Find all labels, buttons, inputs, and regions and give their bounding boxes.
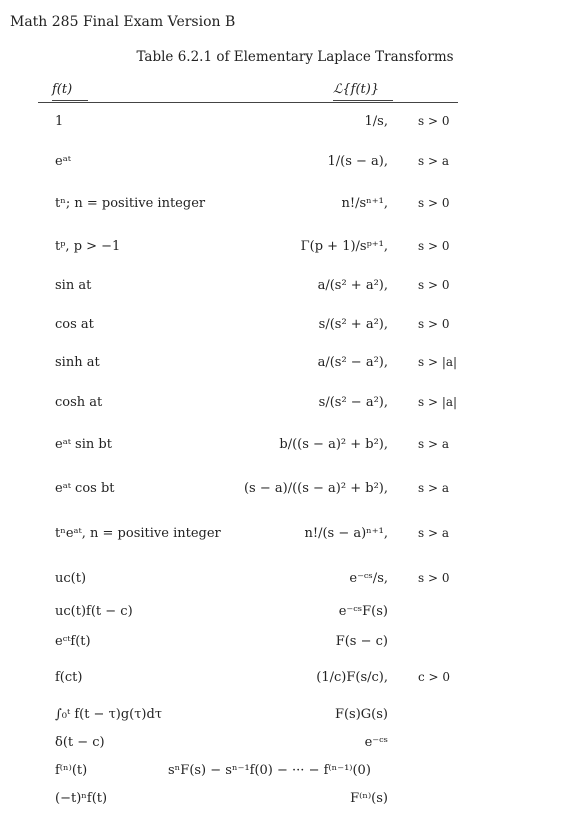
column-underline-laplace xyxy=(333,100,393,101)
table-row xyxy=(0,670,580,689)
condition-cell: s > 0 xyxy=(418,278,450,292)
condition-cell: s > 0 xyxy=(418,114,450,128)
function-cell: ∫₀ᵗ f(t − τ)g(τ)dτ xyxy=(55,707,163,722)
transform-cell: e⁻ᶜˢ/s, xyxy=(349,571,388,586)
condition-cell: s > 0 xyxy=(418,571,450,585)
transform-cell: (s − a)/((s − a)² + b²), xyxy=(243,481,388,496)
condition-cell: s > |a| xyxy=(418,355,458,369)
function-cell: f(ct) xyxy=(55,670,83,685)
transform-cell: a/(s² + a²), xyxy=(317,278,388,293)
transform-cell: (1/c)F(s/c), xyxy=(316,670,388,685)
condition-cell: s > a xyxy=(418,437,449,451)
transform-cell: s/(s² + a²), xyxy=(318,317,388,332)
transform-cell: Γ(p + 1)/sᵖ⁺¹, xyxy=(300,239,388,254)
column-header-f: f(t) xyxy=(52,82,73,97)
transform-cell: n!/sⁿ⁺¹, xyxy=(341,196,388,211)
table-row xyxy=(0,154,580,173)
condition-cell: s > a xyxy=(418,154,449,168)
condition-cell: s > 0 xyxy=(418,239,450,253)
function-cell: eᵃᵗ sin bt xyxy=(55,437,112,452)
transform-cell: e⁻ᶜˢF(s) xyxy=(338,604,388,619)
function-cell: (−t)ⁿf(t) xyxy=(55,791,108,806)
condition-cell: c > 0 xyxy=(418,670,451,684)
table-row xyxy=(0,355,580,374)
function-cell: eᵃᵗ cos bt xyxy=(55,481,115,496)
table-row xyxy=(0,791,580,810)
transform-cell: sⁿF(s) − sⁿ⁻¹f(0) − ··· − f⁽ⁿ⁻¹⁾(0) xyxy=(168,763,371,778)
table-row xyxy=(0,437,580,456)
condition-cell: s > a xyxy=(418,526,449,540)
function-cell: 1 xyxy=(55,114,64,129)
table-row xyxy=(0,735,580,754)
table-title: Table 6.2.1 of Elementary Laplace Transforms xyxy=(136,49,454,65)
function-cell: cos at xyxy=(55,317,94,332)
function-cell: uᴄ(t) xyxy=(55,571,87,586)
table-row xyxy=(0,481,580,500)
function-cell: eᶜᵗf(t) xyxy=(55,634,91,649)
table-row xyxy=(0,526,580,545)
table-row xyxy=(0,763,580,782)
table-row xyxy=(0,239,580,258)
transform-cell: 1/s, xyxy=(364,114,388,129)
function-cell: cosh at xyxy=(55,395,103,410)
transform-cell: F(s − c) xyxy=(335,634,388,649)
function-cell: sinh at xyxy=(55,355,100,370)
condition-cell: s > |a| xyxy=(418,395,458,409)
transform-cell: 1/(s − a), xyxy=(327,154,388,169)
condition-cell: s > 0 xyxy=(418,196,450,210)
page-header: Math 285 Final Exam Version B xyxy=(10,14,236,30)
function-cell: sin at xyxy=(55,278,92,293)
transform-cell: F⁽ⁿ⁾(s) xyxy=(350,791,388,806)
column-underline-f xyxy=(52,100,88,101)
table-row xyxy=(0,114,580,133)
transform-cell: n!/(s − a)ⁿ⁺¹, xyxy=(304,526,388,541)
function-cell: tⁿ; n = positive integer xyxy=(55,196,206,211)
table-row xyxy=(0,196,580,215)
table-row xyxy=(0,707,580,726)
transform-cell: F(s)G(s) xyxy=(334,707,388,722)
transform-cell: e⁻ᶜˢ xyxy=(364,735,388,750)
function-cell: tⁿeᵃᵗ, n = positive integer xyxy=(55,526,221,541)
table-row xyxy=(0,604,580,623)
transform-cell: s/(s² − a²), xyxy=(318,395,388,410)
condition-cell: s > 0 xyxy=(418,317,450,331)
table-row xyxy=(0,395,580,414)
table-row xyxy=(0,634,580,653)
header-rule xyxy=(38,102,458,103)
table-row xyxy=(0,317,580,336)
function-cell: f⁽ⁿ⁾(t) xyxy=(55,763,88,778)
transform-cell: a/(s² − a²), xyxy=(317,355,388,370)
transform-cell: b/((s − a)² + b²), xyxy=(279,437,388,452)
condition-cell: s > a xyxy=(418,481,449,495)
function-cell: eᵃᵗ xyxy=(55,154,71,169)
function-cell: δ(t − c) xyxy=(55,735,105,750)
function-cell: uᴄ(t)f(t − c) xyxy=(55,604,133,619)
table-row xyxy=(0,278,580,297)
table-row xyxy=(0,571,580,590)
column-header-laplace: ℒ{f(t)} xyxy=(333,82,380,97)
function-cell: tᵖ, p > −1 xyxy=(55,239,121,254)
